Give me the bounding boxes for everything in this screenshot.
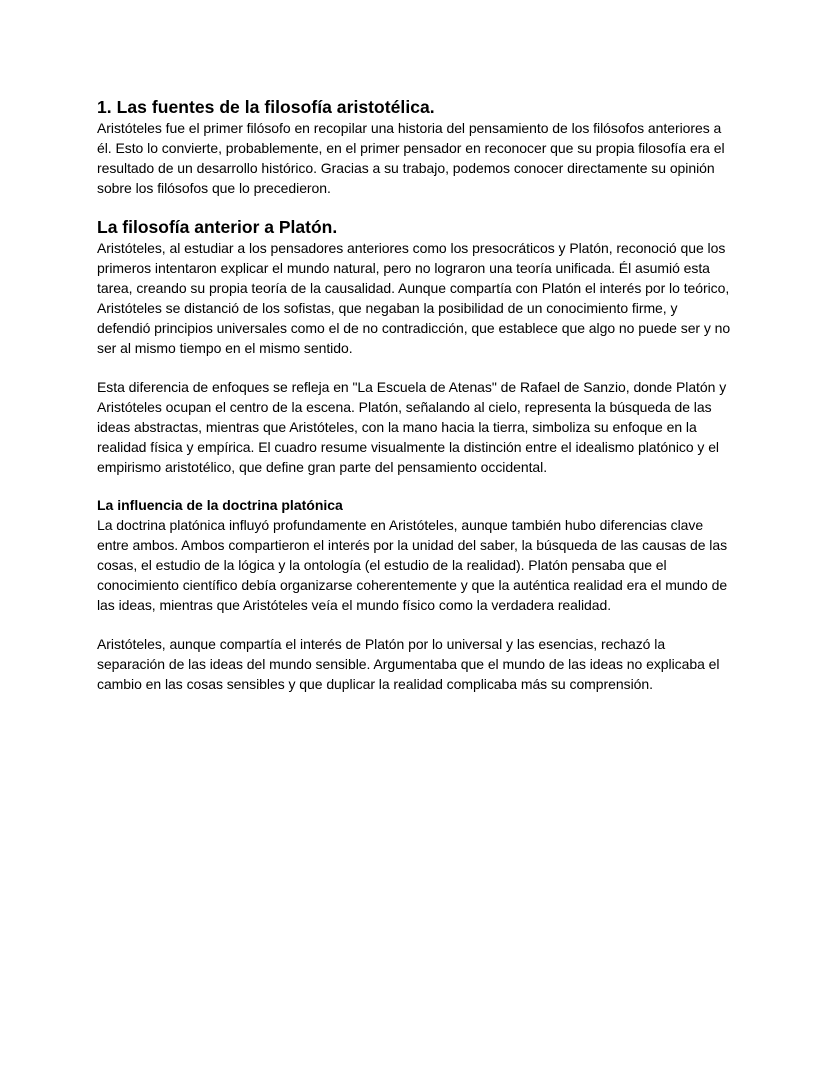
section-heading-filosofia-anterior: La filosofía anterior a Platón. [97, 217, 338, 237]
paragraph-influencia-2: Aristóteles, aunque compartía el interés de Platón por lo universal y las esencias, rechazó la separación de las ideas del mundo sensible. Argumentaba que el mundo de las ideas no explicaba el cambio en las cosas sensibles y que duplicar la realidad complicaba más su comprensión. [97, 636, 720, 692]
paragraph-influencia-1: La doctrina platónica influyó profundamente en Aristóteles, aunque también hubo diferencias clave entre ambos. Ambos compartieron el interés por la unidad del saber, la búsqueda de las causas de las cosas, el estudio de la lógica y la ontología (el estudio de la realidad). Platón pensaba que el conocimiento científico debía organizarse coherentemente y que la auténtica realidad era el mundo de las ideas, mientras que Aristóteles veía el mundo físico como la verdadera realidad. [97, 517, 728, 613]
document-body [97, 96, 733, 694]
paragraph-filosofia-anterior-1: Aristóteles, al estudiar a los pensadores anteriores como los presocráticos y Platón, reconoció que los primeros intentaron explicar el mundo natural, pero no lograron una teoría unificada. Él asumió esta tarea, creando su propia teoría de la causalidad. Aunque compartía con Platón el interés por lo teórico, Aristóteles se distanció de los sofistas, que negaban la posibilidad de un conocimiento firme, y defendió principios universales como el de no contradicción, que establece que algo no puede ser y no ser al mismo tiempo en el mismo sentido. [97, 240, 731, 356]
paragraph-filosofia-anterior-2: Esta diferencia de enfoques se refleja en "La Escuela de Atenas" de Rafael de Sanzio, donde Platón y Aristóteles ocupan el centro de la escena. Platón, señalando al cielo, representa la búsqueda de las ideas abstractas, mientras que Aristóteles, con la mano hacia la tierra, simboliza su enfoque en la realidad física y empírica. El cuadro resume visualmente la distinción entre el idealismo platónico y el empirismo aristotélico, que define gran parte del pensamiento occidental. [97, 379, 727, 475]
paragraph-fuentes: Aristóteles fue el primer filósofo en recopilar una historia del pensamiento de los filósofos anteriores a él. Esto lo convierte, probablemente, en el primer pensador en reconocer que su propia filosofía era el resultado de un desarrollo histórico. Gracias a su trabajo, podemos conocer directamente su opinión sobre los filósofos que lo precedieron. [97, 120, 725, 196]
section-heading-fuentes: 1. Las fuentes de la filosofía aristotélica. [97, 97, 435, 117]
section-heading-influencia: La influencia de la doctrina platónica [97, 497, 343, 513]
